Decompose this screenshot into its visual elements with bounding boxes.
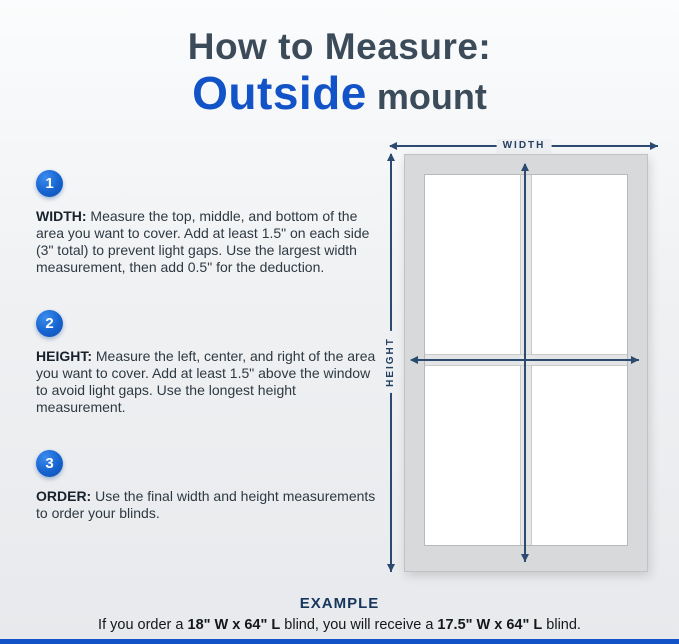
step-3-body: Use the final width and height measurements to order your blinds.	[36, 488, 376, 521]
step-3-text	[36, 488, 376, 522]
step-2-keyword: HEIGHT:	[36, 348, 92, 364]
arrowhead-right-icon	[631, 356, 639, 364]
example-prefix: If you order a	[98, 617, 188, 633]
arrowhead-left-icon	[410, 356, 418, 364]
arrowhead-left-icon	[389, 142, 397, 150]
step-2-number-badge	[36, 310, 63, 337]
mount-word-text: mount	[366, 76, 487, 117]
page-subtitle	[0, 66, 679, 120]
step-3-number: 3	[45, 455, 54, 472]
width-measure-line	[411, 359, 639, 361]
arrowhead-up-icon	[387, 153, 395, 161]
arrowhead-right-icon	[650, 142, 658, 150]
page-title: How to Measure:	[187, 26, 492, 67]
accent-bottom-bar	[0, 639, 679, 644]
arrowhead-up-icon	[521, 163, 529, 171]
mount-type-text: Outside	[192, 67, 367, 119]
step-1-number: 1	[45, 175, 54, 192]
step-3-number-badge	[36, 450, 63, 477]
example-order-size: 18" W x 64" L	[187, 617, 281, 633]
height-measure-line	[524, 164, 526, 562]
example-suffix: blind.	[542, 617, 581, 633]
step-2-body: Measure the left, center, and right of the area you want to cover. Add at least 1.5" above the window to avoid light gaps. Use the longest height measurement.	[36, 348, 376, 415]
width-label: WIDTH	[497, 139, 552, 153]
step-1-body: Measure the top, middle, and bottom of the area you want to cover. Add at least 1.5" on each side (3" total) to prevent light gaps. Use the largest width measurement, then add 0.5" for the deduction.	[36, 208, 370, 275]
step-1-keyword: WIDTH:	[36, 208, 87, 224]
step-2-number: 2	[45, 315, 54, 332]
example-middle: blind, you will receive a	[280, 617, 438, 633]
step-3-keyword: ORDER:	[36, 488, 92, 504]
window-illustration	[404, 154, 648, 572]
step-2	[36, 310, 376, 416]
step-1-number-badge	[36, 170, 63, 197]
example-text	[0, 617, 679, 633]
example-receive-size: 17.5" W x 64" L	[437, 617, 543, 633]
step-1-text	[36, 208, 376, 276]
step-3	[36, 450, 376, 522]
arrowhead-down-icon	[521, 554, 529, 562]
arrowhead-down-icon	[387, 564, 395, 572]
step-2-text	[36, 348, 376, 416]
example-title: EXAMPLE	[299, 595, 380, 612]
height-label: HEIGHT	[384, 331, 398, 393]
step-1	[36, 170, 376, 276]
